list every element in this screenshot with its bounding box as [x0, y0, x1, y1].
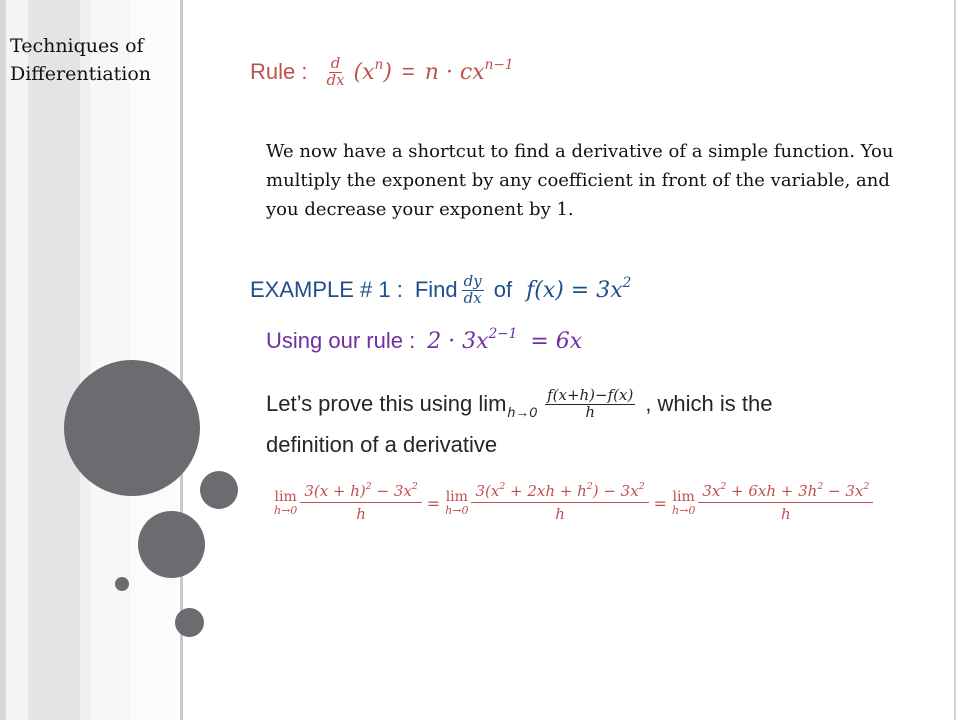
equals-sign: =: [426, 493, 441, 513]
decor-band: [6, 0, 28, 720]
rule-lhs: [353, 56, 392, 85]
proof-intro: [266, 380, 926, 458]
example-of: of: [493, 277, 513, 303]
proof-intro-line1: [266, 380, 926, 428]
rule-rhs-base: n · cx: [424, 59, 485, 85]
example-function-base: f(x) = 3x: [526, 277, 623, 303]
rule-lhs-exponent: n: [374, 56, 384, 73]
term: ) − 3x: [592, 482, 639, 500]
example-function-exponent: 2: [622, 274, 632, 291]
limit-fraction-3-numerator: [698, 482, 873, 503]
section-title: [10, 32, 182, 88]
limit-fraction-2-numerator: [471, 482, 648, 503]
decor-circle: [175, 608, 204, 637]
proof-text-before: Let’s prove this using lim: [266, 391, 507, 416]
limit-fraction-1-denominator: h: [356, 505, 366, 523]
exponent: 2: [863, 481, 870, 493]
term: − 3x: [371, 482, 412, 500]
limit-fraction-3: [698, 482, 873, 525]
proof-limit-subscript: h→0: [507, 404, 538, 420]
decor-circle-small: [115, 577, 129, 591]
lim-word: lim: [445, 488, 468, 505]
rule-rhs: [424, 56, 514, 85]
term: 3(x: [475, 482, 500, 500]
dx-denominator: dx: [463, 288, 482, 307]
exponent: 2: [586, 481, 593, 493]
section-title-line2: Differentiation: [10, 63, 152, 85]
term: − 3x: [823, 482, 864, 500]
limit-fraction-1: [300, 482, 421, 525]
using-expression: [427, 325, 583, 354]
using-label: Using our rule :: [266, 328, 416, 353]
exponent: 2: [638, 481, 645, 493]
rule-lhs-base: (x: [353, 59, 375, 85]
section-title-line1: Techniques of: [10, 35, 144, 57]
rule-rhs-exponent: n−1: [484, 56, 514, 73]
rule-equals: =: [401, 59, 415, 84]
rule-label: Rule :: [250, 59, 308, 84]
exponent: 2: [817, 481, 824, 493]
decor-band: [28, 0, 80, 720]
limit-fraction-3-denominator: h: [780, 505, 791, 523]
proof-text-after: , which is the: [645, 391, 773, 416]
divider-line-right: [954, 0, 956, 720]
limit-operator: [274, 490, 297, 517]
term: 3(x + h): [304, 482, 366, 500]
decor-circle: [200, 471, 238, 509]
exponent: 2: [499, 481, 506, 493]
rule-lhs-close: ): [383, 59, 392, 85]
exponent: 2: [720, 481, 727, 493]
decor-circle-large: [64, 360, 200, 496]
using-result: = 6x: [530, 328, 583, 354]
difference-quotient-denominator: h: [585, 402, 596, 421]
limit-fraction-2: [471, 482, 648, 525]
using-expression-exponent: 2−1: [488, 325, 518, 342]
rule-formula: [250, 50, 514, 94]
limit-fraction-1-numerator: [300, 482, 421, 503]
exponent: 2: [411, 481, 418, 493]
example-heading: [250, 274, 631, 307]
lim-word: lim: [274, 488, 297, 505]
limit-equation-chain: [274, 482, 934, 525]
proof-limit: [266, 391, 538, 420]
lim-word: lim: [672, 488, 695, 505]
using-rule-line: [266, 325, 583, 354]
dy-numerator: dy: [463, 272, 482, 290]
decor-band: [80, 0, 90, 720]
term: 3x: [702, 482, 721, 500]
term: + 2xh + h: [505, 482, 587, 500]
example-find: Find: [414, 277, 458, 303]
proof-intro-line2: definition of a derivative: [266, 432, 498, 457]
difference-quotient: [545, 385, 635, 421]
lim-subscript: h→0: [445, 503, 469, 517]
example-label: EXAMPLE # 1 :: [250, 277, 403, 303]
decor-circle-medium: [138, 511, 205, 578]
lim-subscript: h→0: [274, 503, 298, 517]
using-expression-base: 2 · 3x: [427, 328, 489, 354]
dy-dx-fraction: [462, 274, 484, 307]
derivative-numerator: d: [330, 53, 341, 72]
equals-sign: =: [653, 493, 668, 513]
lim-subscript: h→0: [672, 503, 696, 517]
difference-quotient-numerator: f(x+h)−f(x): [547, 385, 634, 404]
limit-operator: [672, 490, 695, 517]
limit-fraction-2-denominator: h: [555, 505, 565, 523]
derivative-operator: [324, 53, 346, 89]
exponent: 2: [365, 481, 372, 493]
derivative-denominator: dx: [326, 70, 345, 89]
example-function: [526, 274, 632, 303]
term: + 6xh + 3h: [726, 482, 818, 500]
explanation-paragraph: We now have a shortcut to find a derivative of a simple function. You multiply the exponent by any coefficient in front of the variable, and you decrease your exponent by 1.: [266, 141, 894, 220]
limit-operator: [445, 490, 468, 517]
